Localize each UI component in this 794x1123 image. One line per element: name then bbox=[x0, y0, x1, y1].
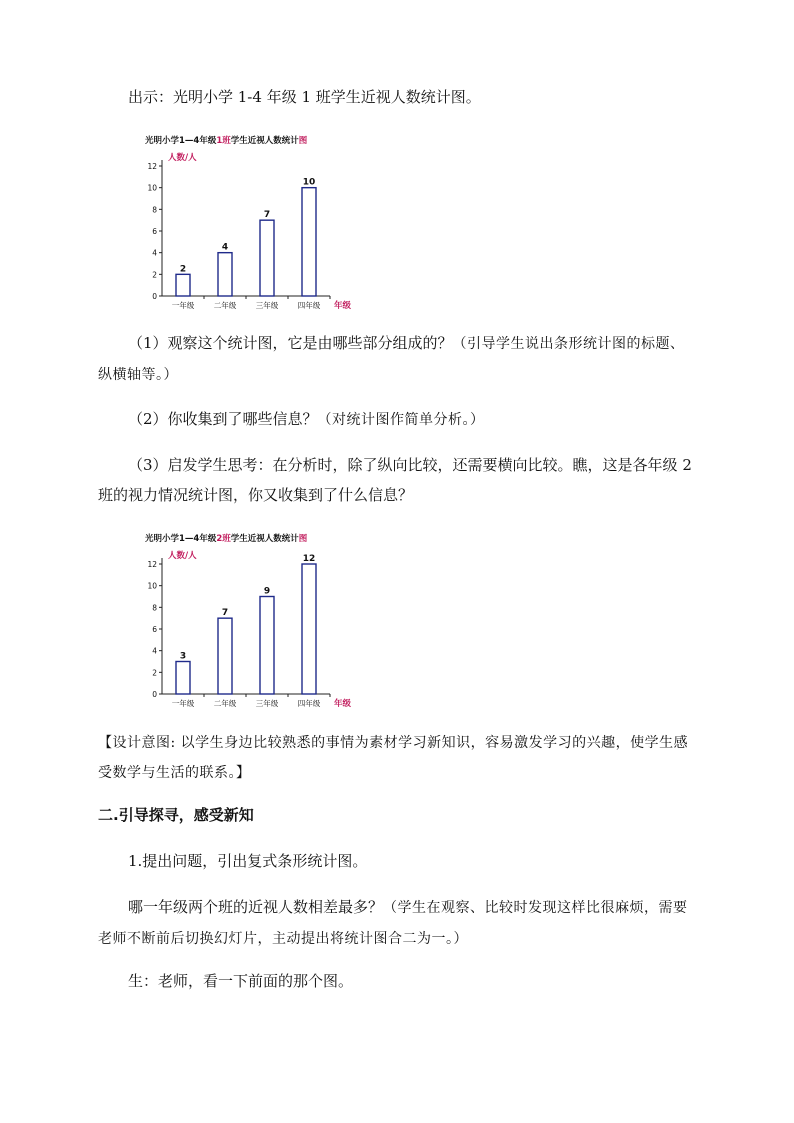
question-2 bbox=[98, 404, 698, 435]
y-tick-label: 8 bbox=[152, 205, 157, 215]
y-axis-label: 人数/人 bbox=[168, 551, 197, 561]
data-label: 10 bbox=[302, 177, 316, 188]
y-tick-label: 4 bbox=[152, 646, 157, 656]
data-label: 7 bbox=[263, 210, 271, 221]
x-axis-label: 年级 bbox=[334, 699, 352, 708]
y-tick-label: 6 bbox=[152, 625, 157, 634]
bar bbox=[176, 274, 190, 296]
bar bbox=[260, 597, 274, 695]
question-1-text: （1）观察这个统计图，它是由哪些部分组成的？ bbox=[128, 334, 453, 352]
x-tick-label: 三年级 bbox=[255, 301, 279, 310]
bar bbox=[302, 564, 316, 694]
bar bbox=[302, 188, 316, 296]
y-tick-label: 8 bbox=[152, 603, 157, 613]
y-tick-label: 0 bbox=[152, 292, 157, 301]
question-3-text: （3）启发学生思考：在分析时，除了纵向比较，还需要横向比较。瞧，这是各年级 2 班的视力情况统计图，你又收集到了什么信息？ bbox=[98, 456, 692, 504]
data-label: 2 bbox=[179, 264, 187, 275]
section-heading-2 bbox=[98, 800, 698, 830]
x-tick-label: 一年级 bbox=[171, 301, 195, 310]
chart-title-part: 2班 bbox=[216, 534, 231, 544]
section-heading-2-text: 二.引导探寻，感受新知 bbox=[98, 806, 254, 824]
question-3 bbox=[98, 450, 698, 510]
y-tick-label: 10 bbox=[147, 183, 157, 193]
bar bbox=[176, 662, 190, 695]
section2-item1 bbox=[98, 846, 698, 876]
y-axis-label: 人数/人 bbox=[168, 153, 197, 163]
chart-title-part: 学生近视人数统计 bbox=[230, 136, 299, 146]
intro-text: 出示：光明小学 1-4 年级 1 班学生近视人数统计图。 bbox=[128, 88, 481, 106]
data-label: 9 bbox=[263, 586, 271, 597]
intro-line bbox=[98, 82, 698, 112]
chart-title-part: 1班 bbox=[216, 136, 231, 146]
section2-question-note: （学生在观察、比较时发现这样比很麻烦，需要老师不断前后切换幻灯片，主动提出将统计图合二为一。） bbox=[98, 900, 688, 947]
x-tick-label: 一年级 bbox=[171, 699, 195, 708]
chart-title-part: 光明小学1—4年级 bbox=[145, 534, 217, 544]
chart-class2 bbox=[140, 528, 380, 708]
chart-title bbox=[145, 135, 308, 146]
data-label: 12 bbox=[302, 554, 316, 564]
data-label: 4 bbox=[221, 242, 229, 253]
x-tick-label: 四年级 bbox=[297, 301, 321, 310]
chart-title-part: 学生近视人数统计 bbox=[230, 534, 299, 544]
y-tick-label: 2 bbox=[152, 668, 157, 678]
bar bbox=[218, 253, 232, 296]
bar bbox=[260, 220, 274, 296]
question-2-text: （2）你收集到了哪些信息？ bbox=[128, 410, 318, 428]
x-axis-label: 年级 bbox=[334, 301, 352, 310]
x-tick-label: 三年级 bbox=[255, 699, 279, 708]
design-intent bbox=[98, 728, 698, 788]
data-label: 7 bbox=[221, 608, 229, 619]
question-1 bbox=[98, 328, 698, 390]
y-tick-label: 6 bbox=[152, 227, 157, 236]
chart-title bbox=[145, 533, 308, 544]
data-label: 3 bbox=[179, 651, 187, 662]
student-reply-text: 生：老师，看一下前面的那个图。 bbox=[128, 972, 354, 990]
chart-title-part: 图 bbox=[298, 534, 308, 544]
y-tick-label: 4 bbox=[152, 248, 157, 258]
question-1-note: （引导学生说出条形统计图的标题、纵横轴等。） bbox=[98, 336, 685, 383]
student-reply bbox=[98, 966, 698, 996]
chart-title-part: 光明小学1—4年级 bbox=[145, 136, 217, 146]
y-tick-label: 12 bbox=[147, 560, 157, 569]
y-tick-label: 10 bbox=[147, 581, 157, 591]
chart-class1 bbox=[140, 130, 380, 310]
x-tick-label: 四年级 bbox=[297, 699, 321, 708]
question-2-note: （对统计图作简单分析。） bbox=[317, 412, 485, 428]
section2-question bbox=[98, 892, 698, 954]
section2-item1-text: 1.提出问题，引出复式条形统计图。 bbox=[128, 852, 368, 870]
x-tick-label: 二年级 bbox=[213, 699, 237, 708]
y-tick-label: 2 bbox=[152, 270, 157, 280]
design-intent-text: 【设计意图: 以学生身边比较熟悉的事情为素材学习新知识，容易激发学习的兴趣，使学生感受数学与生活的联系。】 bbox=[98, 735, 689, 781]
section2-question-text: 哪一年级两个班的近视人数相差最多？ bbox=[128, 898, 384, 916]
bar bbox=[218, 618, 232, 694]
y-tick-label: 0 bbox=[152, 690, 157, 699]
chart-title-part: 图 bbox=[298, 136, 308, 146]
x-tick-label: 二年级 bbox=[213, 301, 237, 310]
y-tick-label: 12 bbox=[147, 162, 157, 171]
